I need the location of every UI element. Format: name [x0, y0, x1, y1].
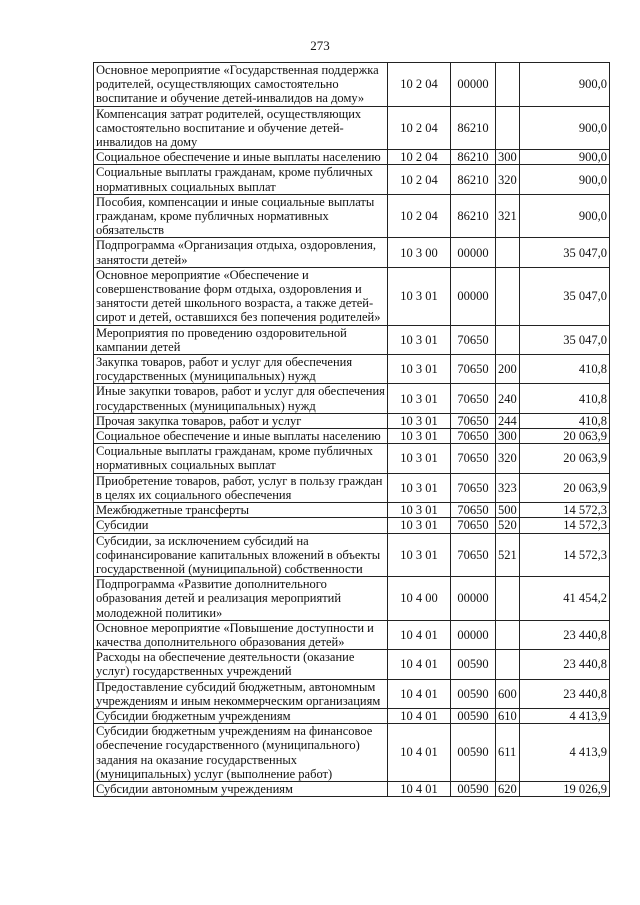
row-name: Субсидии [94, 518, 388, 533]
table-row [94, 679, 610, 708]
row-expense-type: 520 [496, 518, 520, 533]
row-section-code: 10 4 00 [388, 577, 451, 621]
row-amount: 900,0 [520, 194, 610, 238]
row-amount: 14 572,3 [520, 518, 610, 533]
table-row [94, 503, 610, 518]
row-amount: 20 063,9 [520, 473, 610, 502]
row-expense-type: 620 [496, 781, 520, 796]
row-target-code: 70650 [451, 518, 496, 533]
row-section-code: 10 2 04 [388, 165, 451, 194]
table-row [94, 781, 610, 796]
row-name: Основное мероприятие «Повышение доступности и качества дополнительного образования детей» [94, 620, 388, 649]
row-target-code: 70650 [451, 473, 496, 502]
budget-table-body [94, 63, 610, 797]
row-target-code: 00000 [451, 267, 496, 325]
table-row [94, 267, 610, 325]
table-row [94, 518, 610, 533]
row-amount: 14 572,3 [520, 533, 610, 577]
table-row [94, 708, 610, 723]
row-amount: 14 572,3 [520, 503, 610, 518]
row-expense-type: 320 [496, 444, 520, 473]
row-target-code: 86210 [451, 194, 496, 238]
row-name: Основное мероприятие «Государственная поддержка родителей, осуществляющих самостоятельно воспитание и обучение детей-инвалидов на дому» [94, 63, 388, 107]
row-amount: 23 440,8 [520, 679, 610, 708]
row-amount: 20 063,9 [520, 444, 610, 473]
row-section-code: 10 3 01 [388, 325, 451, 354]
row-amount: 35 047,0 [520, 238, 610, 267]
row-amount: 4 413,9 [520, 708, 610, 723]
row-section-code: 10 4 01 [388, 708, 451, 723]
row-target-code: 00590 [451, 724, 496, 782]
row-target-code: 00590 [451, 781, 496, 796]
table-row [94, 194, 610, 238]
page-number: 273 [310, 38, 330, 53]
row-name: Приобретение товаров, работ, услуг в пользу граждан в целях их социального обеспечения [94, 473, 388, 502]
row-section-code: 10 2 04 [388, 106, 451, 150]
table-row [94, 63, 610, 107]
row-section-code: 10 4 01 [388, 620, 451, 649]
row-target-code: 00000 [451, 238, 496, 267]
row-amount: 900,0 [520, 63, 610, 107]
table-row [94, 355, 610, 384]
table-row [94, 413, 610, 428]
row-target-code: 70650 [451, 355, 496, 384]
row-expense-type: 244 [496, 413, 520, 428]
row-section-code: 10 3 01 [388, 503, 451, 518]
row-expense-type [496, 267, 520, 325]
row-name: Пособия, компенсации и иные социальные выплаты гражданам, кроме публичных нормативных обязательств [94, 194, 388, 238]
row-amount: 900,0 [520, 165, 610, 194]
row-target-code: 00590 [451, 650, 496, 679]
row-section-code: 10 4 01 [388, 781, 451, 796]
row-section-code: 10 3 01 [388, 429, 451, 444]
table-row [94, 620, 610, 649]
row-amount: 23 440,8 [520, 620, 610, 649]
row-expense-type: 323 [496, 473, 520, 502]
row-amount: 23 440,8 [520, 650, 610, 679]
row-target-code: 00000 [451, 577, 496, 621]
row-expense-type: 600 [496, 679, 520, 708]
row-section-code: 10 4 01 [388, 679, 451, 708]
table-row [94, 533, 610, 577]
table-row [94, 577, 610, 621]
row-section-code: 10 3 01 [388, 444, 451, 473]
row-name: Социальное обеспечение и иные выплаты населению [94, 150, 388, 165]
row-expense-type: 320 [496, 165, 520, 194]
row-expense-type: 610 [496, 708, 520, 723]
row-expense-type: 321 [496, 194, 520, 238]
row-target-code: 70650 [451, 429, 496, 444]
row-name: Закупка товаров, работ и услуг для обеспечения государственных (муниципальных) нужд [94, 355, 388, 384]
row-expense-type: 611 [496, 724, 520, 782]
row-expense-type: 300 [496, 150, 520, 165]
row-target-code: 00000 [451, 620, 496, 649]
table-row [94, 165, 610, 194]
row-target-code: 70650 [451, 384, 496, 413]
row-name: Социальное обеспечение и иные выплаты населению [94, 429, 388, 444]
row-section-code: 10 3 01 [388, 533, 451, 577]
table-row [94, 106, 610, 150]
row-amount: 900,0 [520, 106, 610, 150]
row-name: Основное мероприятие «Обеспечение и совершенствование форм отдыха, оздоровления и занятости детей школьного возраста, а также детей-сирот и детей, оставшихся без попечения родителей» [94, 267, 388, 325]
row-name: Расходы на обеспечение деятельности (оказание услуг) государственных учреждений [94, 650, 388, 679]
row-name: Подпрограмма «Развитие дополнительного образования детей и реализация мероприятий молодежной политики» [94, 577, 388, 621]
row-target-code: 86210 [451, 106, 496, 150]
row-amount: 19 026,9 [520, 781, 610, 796]
table-row [94, 724, 610, 782]
row-section-code: 10 3 01 [388, 413, 451, 428]
row-name: Иные закупки товаров, работ и услуг для обеспечения государственных (муниципальных) нужд [94, 384, 388, 413]
row-expense-type [496, 650, 520, 679]
row-amount: 20 063,9 [520, 429, 610, 444]
row-name: Компенсация затрат родителей, осуществляющих самостоятельно воспитание и обучение детей-инвалидов на дому [94, 106, 388, 150]
row-expense-type [496, 238, 520, 267]
row-expense-type: 300 [496, 429, 520, 444]
row-section-code: 10 3 01 [388, 473, 451, 502]
row-name: Субсидии, за исключением субсидий на софинансирование капитальных вложений в объекты государственной (муниципальной) собственности [94, 533, 388, 577]
row-target-code: 70650 [451, 533, 496, 577]
row-target-code: 00590 [451, 708, 496, 723]
row-expense-type [496, 106, 520, 150]
row-expense-type: 240 [496, 384, 520, 413]
row-section-code: 10 3 01 [388, 384, 451, 413]
row-name: Подпрограмма «Организация отдыха, оздоровления, занятости детей» [94, 238, 388, 267]
table-row [94, 384, 610, 413]
row-section-code: 10 2 04 [388, 194, 451, 238]
row-name: Субсидии бюджетным учреждениям [94, 708, 388, 723]
table-row [94, 150, 610, 165]
row-amount: 41 454,2 [520, 577, 610, 621]
row-name: Прочая закупка товаров, работ и услуг [94, 413, 388, 428]
row-expense-type: 200 [496, 355, 520, 384]
row-section-code: 10 2 04 [388, 63, 451, 107]
row-target-code: 70650 [451, 503, 496, 518]
row-amount: 900,0 [520, 150, 610, 165]
row-expense-type [496, 620, 520, 649]
row-name: Мероприятия по проведению оздоровительной кампании детей [94, 325, 388, 354]
table-row [94, 650, 610, 679]
row-expense-type [496, 63, 520, 107]
row-amount: 410,8 [520, 355, 610, 384]
row-section-code: 10 3 01 [388, 267, 451, 325]
row-target-code: 70650 [451, 444, 496, 473]
row-name: Социальные выплаты гражданам, кроме публичных нормативных социальных выплат [94, 444, 388, 473]
row-target-code: 86210 [451, 150, 496, 165]
row-section-code: 10 2 04 [388, 150, 451, 165]
budget-table [93, 62, 610, 797]
row-name: Субсидии бюджетным учреждениям на финансовое обеспечение государственного (муниципального) задания на оказание государственных (муниципальных) услуг (выполнение работ) [94, 724, 388, 782]
row-amount: 35 047,0 [520, 325, 610, 354]
table-row [94, 238, 610, 267]
row-name: Межбюджетные трансферты [94, 503, 388, 518]
row-target-code: 70650 [451, 413, 496, 428]
row-section-code: 10 3 01 [388, 518, 451, 533]
row-target-code: 00000 [451, 63, 496, 107]
row-target-code: 86210 [451, 165, 496, 194]
row-target-code: 00590 [451, 679, 496, 708]
row-expense-type: 521 [496, 533, 520, 577]
row-expense-type [496, 577, 520, 621]
row-expense-type: 500 [496, 503, 520, 518]
row-name: Социальные выплаты гражданам, кроме публичных нормативных социальных выплат [94, 165, 388, 194]
row-amount: 410,8 [520, 413, 610, 428]
row-section-code: 10 4 01 [388, 650, 451, 679]
row-name: Субсидии автономным учреждениям [94, 781, 388, 796]
row-amount: 4 413,9 [520, 724, 610, 782]
table-row [94, 473, 610, 502]
row-name: Предоставление субсидий бюджетным, автономным учреждениям и иным некоммерческим организациям [94, 679, 388, 708]
table-row [94, 444, 610, 473]
row-expense-type [496, 325, 520, 354]
row-target-code: 70650 [451, 325, 496, 354]
row-amount: 410,8 [520, 384, 610, 413]
row-section-code: 10 4 01 [388, 724, 451, 782]
row-section-code: 10 3 00 [388, 238, 451, 267]
row-section-code: 10 3 01 [388, 355, 451, 384]
row-amount: 35 047,0 [520, 267, 610, 325]
table-row [94, 429, 610, 444]
table-row [94, 325, 610, 354]
